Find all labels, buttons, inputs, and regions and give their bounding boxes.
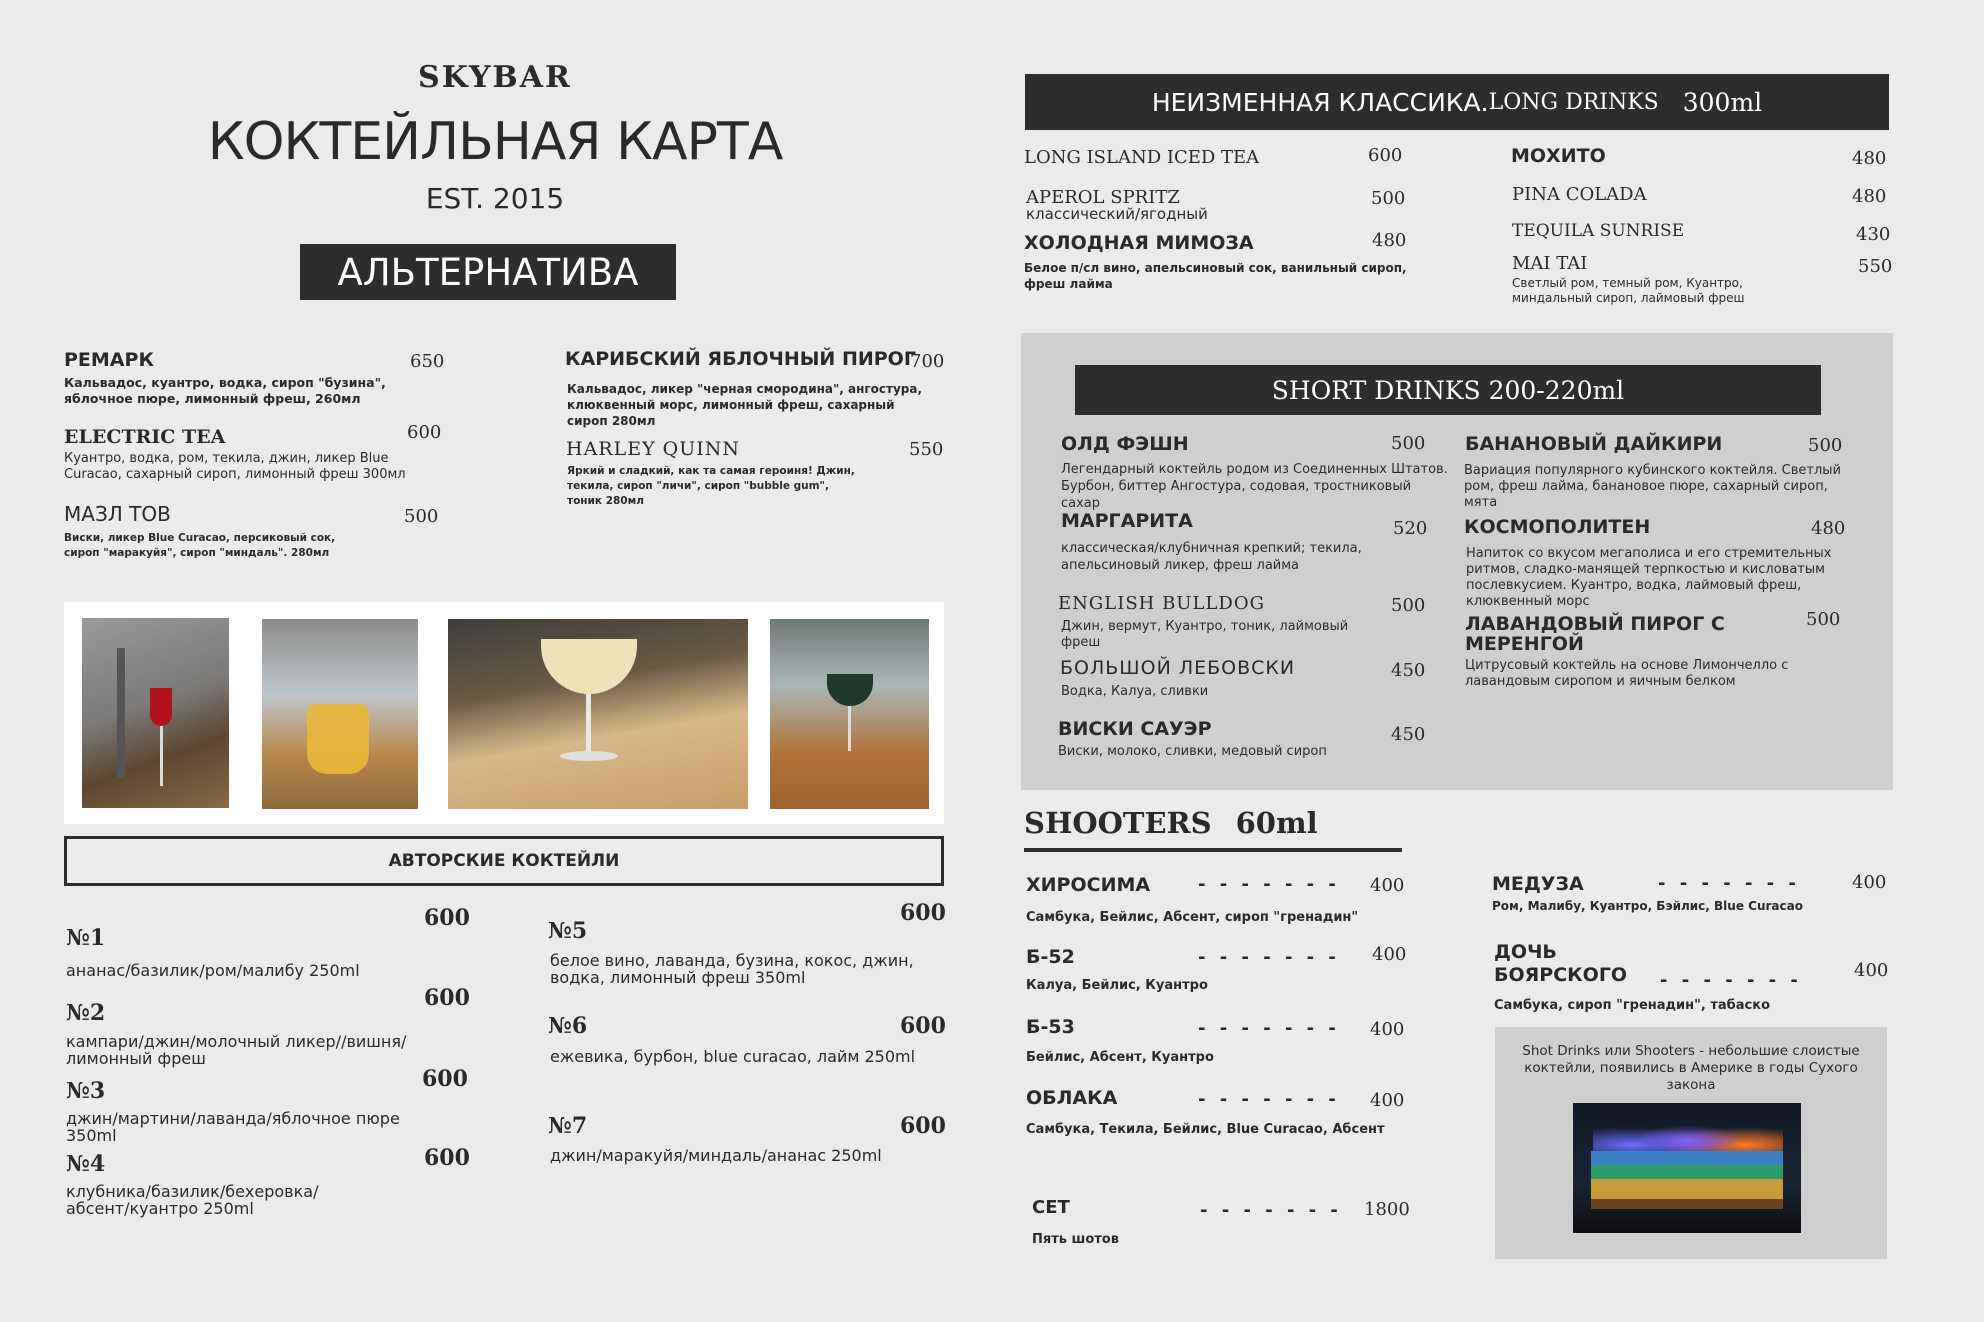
author-cocktails-title: АВТОРСКИЕ КОКТЕЙЛИ [388,851,620,871]
author-item-price: 600 [900,900,946,926]
shooter-name: СЕТ [1032,1197,1070,1218]
page-title: КОКТЕЙЛЬНАЯ КАРТА [207,112,783,172]
menu-item-name: TEQUILA SUNRISE [1512,221,1685,241]
menu-item-name: МОХИТО [1511,145,1606,167]
author-item-name: №5 [548,918,588,944]
shots-photo [1573,1103,1801,1233]
menu-item-desc: классическая/клубничная крепкий; текила, апельсиновый ликер, фреш лайма [1061,541,1362,573]
menu-item-name: ELECTRIC TEA [64,426,226,448]
author-item-desc: джин/маракуйя/миндаль/ананас 250ml [550,1146,882,1165]
menu-item-desc: Кальвадос, ликер "черная смородина", ангостура, клюквенный морс, лимонный фреш, сахарный сироп 280мл [567,382,923,428]
shooter-desc: Бейлис, Абсент, Куантро [1026,1050,1214,1065]
brand-logo: SKYBAR [418,60,572,95]
author-item-name: №2 [66,1000,106,1026]
dotted-leader: - - - - - - - [1198,1089,1340,1110]
author-item-desc: джин/мартини/лаванда/яблочное пюре 350ml [66,1109,400,1145]
menu-item-price: 450 [1391,660,1426,681]
menu-item-name: МАРГАРИТА [1061,510,1193,532]
menu-item-price: 600 [407,422,442,443]
dotted-leader: - - - - - - - [1658,873,1800,894]
cocktail-photo [82,618,229,808]
shooter-desc: Самбука, Текила, Бейлис, Blue Curacao, Абсент [1026,1122,1385,1137]
shooter-price: 400 [1370,1090,1405,1111]
menu-item-name: КАРИБСКИЙ ЯБЛОЧНЫЙ ПИРОГ [565,348,916,370]
menu-item-desc: Виски, ликер Blue Curacao, персиковый сок, сироп "маракуйя", сироп "миндаль". 280мл [64,532,336,559]
menu-item-name: ЛАВАНДОВЫЙ ПИРОГ С МЕРЕНГОЙ [1465,613,1725,655]
dotted-leader: - - - - - - - [1200,1200,1342,1221]
author-item-name: №1 [66,925,106,951]
menu-item-name: LONG ISLAND ICED TEA [1024,147,1260,168]
menu-item-name: РЕМАРК [64,349,154,371]
menu-item-price: 500 [404,506,439,527]
author-item-desc: клубника/базилик/бехеровка/ абсент/куантро 250ml [66,1182,319,1218]
shooter-name: ХИРОСИМА [1026,874,1151,896]
author-item-price: 600 [900,1113,946,1139]
alternative-banner: АЛЬТЕРНАТИВА [300,244,676,300]
menu-item-desc: Виски, молоко, сливки, медовый сироп [1058,744,1327,759]
author-item-name: №7 [548,1113,588,1139]
author-item-price: 600 [900,1013,946,1039]
classic-banner-title: НЕИЗМЕННАЯ КЛАССИКА. [1151,87,1489,117]
menu-item-price: 500 [1391,433,1426,454]
menu-item-name: HARLEY QUINN [566,438,741,460]
shooter-name: Б-53 [1026,1016,1075,1038]
dotted-leader: - - - - - - - [1198,874,1340,895]
author-item-desc: белое вино, лаванда, бузина, кокос, джин, водка, лимонный фреш 350ml [550,951,914,987]
established-year: EST. 2015 [425,182,565,215]
menu-item-price: 520 [1393,518,1428,539]
author-item-price: 600 [424,985,470,1011]
menu-item-price: 430 [1856,224,1891,245]
photo-strip [64,602,944,824]
author-item-price: 600 [424,1145,470,1171]
menu-item-name: MAI TAI [1512,253,1588,274]
menu-item-desc: Куантро, водка, ром, текила, джин, ликер Blue Curacao, сахарный сироп, лимонный фреш 300мл [64,451,406,482]
menu-item-price: 500 [1391,595,1426,616]
menu-item-desc: Кальвадос, куантро, водка, сироп "бузина", яблочное пюре, лимонный фреш, 260мл [64,375,386,406]
dotted-leader: - - - - - - - [1198,1018,1340,1039]
menu-item-name: ХОЛОДНАЯ МИМОЗА [1024,232,1254,254]
shooter-price: 400 [1854,960,1889,981]
shooters-underline [1024,848,1402,852]
shooter-price: 1800 [1364,1199,1410,1220]
shooter-price: 400 [1852,872,1887,893]
menu-item-name: МАЗЛ ТОВ [64,502,171,526]
menu-item-desc: Цитрусовый коктейль на основе Лимончелло с лавандовым сиропом и яичным белком [1465,658,1789,689]
menu-item-desc: Белое п/сл вино, апельсиновый сок, ванильный сироп, фреш лайма [1024,261,1407,291]
author-cocktails-header [64,836,944,886]
shooter-name: МЕДУЗА [1492,873,1584,895]
menu-item-name: PINA COLADA [1512,184,1647,205]
author-item-name: №4 [66,1151,106,1177]
shooter-desc: Самбука, Бейлис, Абсент, сироп "гренадин" [1026,910,1359,925]
shooters-title [1024,806,1318,840]
shooters-label: SHOOTERS [1024,806,1212,840]
menu-item-price: 480 [1852,186,1887,207]
menu-item-price: 500 [1808,435,1843,456]
shooter-name: ОБЛАКА [1026,1087,1118,1109]
menu-item-name: БАНАНОВЫЙ ДАЙКИРИ [1465,433,1723,455]
shooter-price: 400 [1372,944,1407,965]
short-drinks-banner: SHORT DRINKS 200-220ml [1075,365,1821,415]
classic-banner-volume: 300ml [1682,87,1763,117]
menu-item-price: 600 [1368,145,1403,166]
menu-item-desc: Напиток со вкусом мегаполиса и его стремительных ритмов, сладко-манящей терпкостью и кисловатым послевкусием. Куантро, водка, лаймовый фреш, клюквенный морс [1466,546,1832,609]
cocktail-photo [448,619,748,809]
menu-item-price: 700 [910,351,945,372]
shooter-desc: Пять шотов [1032,1232,1119,1247]
menu-item-desc: Легендарный коктейль родом из Соединенных Штатов. Бурбон, биттер Ангостура, содовая, тростниковый сахар [1061,462,1448,511]
menu-item-desc: Водка, Калуа, сливки [1061,684,1209,699]
shooter-price: 400 [1370,1019,1405,1040]
menu-item-price: 480 [1852,148,1887,169]
menu-item-name: ENGLISH BULLDOG [1058,593,1265,614]
dotted-leader: - - - - - - - [1198,947,1340,968]
menu-item-name: APEROL SPRITZ [1026,187,1180,208]
menu-item-name: БОЛЬШОЙ ЛЕБОВСКИ [1060,657,1296,679]
shooter-name: ДОЧЬ БОЯРСКОГО [1494,941,1628,986]
classic-banner [1025,74,1889,130]
shooter-desc: Самбука, сироп "гренадин", табаско [1494,998,1770,1013]
menu-item-desc: Яркий и сладкий, как та самая героиня! Джин, текила, сироп "личи", сироп "bubble gum", тоник 280мл [567,465,855,507]
author-item-price: 600 [422,1066,468,1092]
menu-item-price: 480 [1372,230,1407,251]
menu-item-desc: Светлый ром, темный ром, Куантро, миндальный сироп, лаймовый фреш [1512,276,1745,305]
menu-item-name: ОЛД ФЭШН [1061,433,1189,455]
menu-item-desc: классический/ягодный [1026,205,1208,223]
shooters-volume: 60ml [1235,806,1318,840]
author-item-desc: ананас/базилик/ром/малибу 250ml [66,961,360,980]
author-item-price: 600 [424,905,470,931]
dotted-leader: - - - - - - - [1660,970,1802,991]
shooter-desc: Калуа, Бейлис, Куантро [1026,978,1208,993]
author-item-desc: ежевика, бурбон, blue curacao, лайм 250ml [550,1047,916,1066]
menu-item-price: 650 [410,351,445,372]
shooter-price: 400 [1370,875,1405,896]
author-item-name: №3 [66,1078,106,1104]
author-item-name: №6 [548,1013,588,1039]
menu-item-name: КОСМОПОЛИТЕН [1464,516,1651,538]
menu-item-desc: Вариация популярного кубинского коктейля. Светлый ром, фреш лайма, банановое пюре, сахарный сироп, мята [1464,463,1841,510]
menu-item-price: 450 [1391,724,1426,745]
shooter-desc: Ром, Малибу, Куантро, Бэйлис, Blue Curacao [1492,899,1803,913]
menu-item-price: 550 [909,439,944,460]
cocktail-photo [262,619,418,809]
menu-item-desc: Джин, вермут, Куантро, тоник, лаймовый фреш [1061,619,1349,650]
menu-item-price: 550 [1858,256,1893,277]
cocktail-photo [770,619,929,809]
shooter-name: Б-52 [1026,946,1075,968]
classic-banner-subtitle: LONG DRINKS [1488,89,1659,115]
author-item-desc: кампари/джин/молочный ликер//вишня/ лимонный фреш [66,1032,407,1068]
menu-item-price: 500 [1806,609,1841,630]
menu-item-price: 500 [1371,188,1406,209]
menu-item-name: ВИСКИ САУЭР [1058,718,1212,740]
menu-item-price: 480 [1811,518,1846,539]
shooters-info-text: Shot Drinks или Shooters - небольшие слоистые коктейли, появились в Америке в годы Сухого закона [1522,1043,1860,1093]
